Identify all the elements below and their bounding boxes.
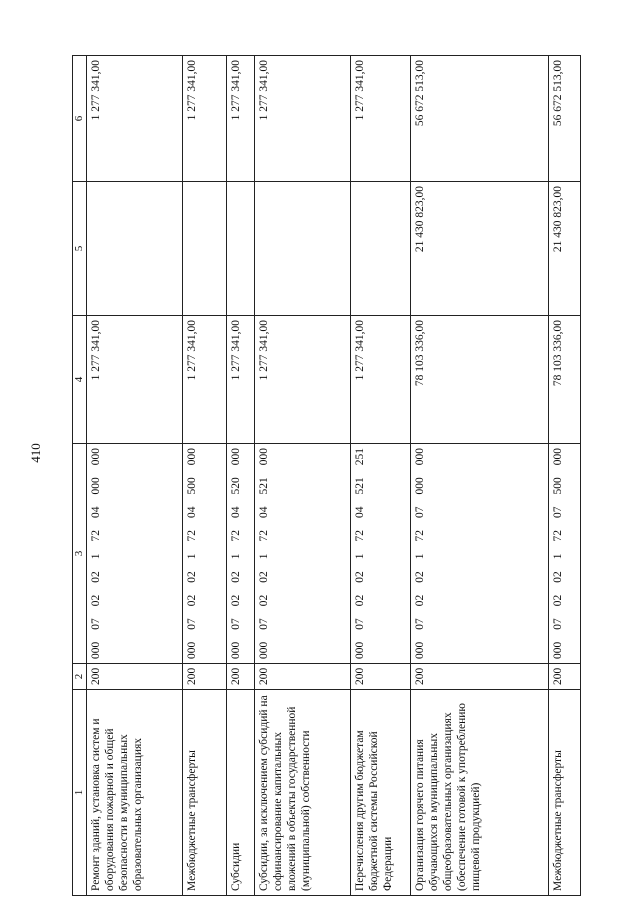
column-header-2: 2 [73, 664, 87, 690]
code-segment: 72 [354, 530, 366, 542]
classification-code-cell [351, 444, 411, 664]
code-segment: 02 [230, 594, 242, 607]
table-body [87, 56, 581, 896]
code-segment: 000 [230, 641, 242, 659]
amount-col6-cell: 1 277 341,00 [227, 56, 255, 182]
admin-code-cell: 200 [255, 664, 351, 690]
code-segment: 07 [552, 618, 564, 630]
amount-col5-cell [255, 182, 351, 316]
code-segment: 07 [414, 618, 426, 630]
code-segment: 000 [354, 641, 366, 659]
admin-code-cell: 200 [549, 664, 581, 690]
code-segment: 72 [230, 530, 242, 542]
code-segment: 72 [552, 530, 564, 542]
classification-code [353, 448, 367, 659]
code-segment: 07 [90, 618, 102, 630]
row-name-cell: Межбюджетные трансферты [183, 690, 227, 896]
code-segment: 07 [414, 506, 426, 518]
code-segment: 04 [354, 506, 366, 518]
table-row [549, 56, 581, 896]
code-segment: 02 [552, 594, 564, 607]
code-segment: 1 [230, 553, 242, 560]
amount-col5-cell: 21 430 823,00 [549, 182, 581, 316]
column-header-1: 1 [73, 690, 87, 896]
amount-col6-cell: 1 277 341,00 [87, 56, 183, 182]
amount-col4-cell: 1 277 341,00 [183, 316, 227, 444]
code-segment: 72 [186, 530, 198, 542]
budget-table-container [72, 56, 580, 896]
code-segment: 04 [230, 506, 242, 518]
code-segment: 1 [414, 553, 426, 560]
code-segment: 04 [90, 506, 102, 518]
amount-col5-cell [351, 182, 411, 316]
code-segment: 000 [90, 641, 102, 659]
amount-col5-cell [87, 182, 183, 316]
row-name-cell: Межбюджетные трансферты [549, 690, 581, 896]
row-name-cell: Ремонт зданий, установка систем и оборудования пожарной и общей безопасности в муниципальных образовательных организациях [87, 690, 183, 896]
code-segment: 72 [414, 530, 426, 542]
classification-code [257, 448, 271, 659]
code-segment: 1 [186, 553, 198, 560]
code-segment: 02 [90, 594, 102, 607]
classification-code [229, 448, 243, 659]
code-segment: 251 [354, 448, 366, 466]
code-segment: 07 [354, 618, 366, 630]
admin-code-cell: 200 [87, 664, 183, 690]
amount-col4-cell: 78 103 336,00 [411, 316, 549, 444]
row-name-cell: Перечисления другим бюджетам бюджетной системы Российской Федерации [351, 690, 411, 896]
amount-col5-cell [183, 182, 227, 316]
code-segment: 000 [230, 448, 242, 466]
code-segment: 07 [258, 618, 270, 630]
code-segment: 72 [258, 530, 270, 542]
column-header-4: 4 [73, 316, 87, 444]
amount-col5-cell [227, 182, 255, 316]
classification-code-cell [183, 444, 227, 664]
code-segment: 02 [186, 571, 198, 583]
code-segment: 000 [186, 641, 198, 659]
admin-code-cell: 200 [351, 664, 411, 690]
row-name-cell: Субсидии, за исключением субсидий на софинансирование капитальных вложений в объекты государственной (муниципальной) собственности [255, 690, 351, 896]
amount-col6-cell: 1 277 341,00 [351, 56, 411, 182]
column-header-3: 3 [73, 444, 87, 664]
code-segment: 07 [230, 618, 242, 630]
code-segment: 02 [354, 594, 366, 607]
code-segment: 000 [552, 641, 564, 659]
amount-col4-cell: 1 277 341,00 [87, 316, 183, 444]
code-segment: 000 [258, 448, 270, 466]
code-segment: 000 [552, 448, 564, 466]
admin-code-cell: 200 [227, 664, 255, 690]
amount-col6-cell: 1 277 341,00 [255, 56, 351, 182]
classification-code [89, 448, 103, 659]
budget-table [72, 55, 581, 896]
amount-col4-cell: 78 103 336,00 [549, 316, 581, 444]
classification-code [413, 448, 427, 659]
amount-col6-cell: 1 277 341,00 [183, 56, 227, 182]
code-segment: 02 [90, 571, 102, 583]
classification-code-cell [411, 444, 549, 664]
code-segment: 000 [414, 641, 426, 659]
code-segment: 000 [258, 641, 270, 659]
code-segment: 521 [354, 477, 366, 495]
code-segment: 1 [552, 553, 564, 560]
row-name-cell: Организация горячего питания обучающихся в муниципальных общеобразовательных организациях (обеспечение готовой к употреблению пищевой продукцией) [411, 690, 549, 896]
code-segment: 000 [414, 448, 426, 466]
table-row [255, 56, 351, 896]
code-segment: 520 [230, 477, 242, 495]
classification-code-cell [549, 444, 581, 664]
code-segment: 72 [90, 530, 102, 542]
code-segment: 04 [258, 506, 270, 518]
code-segment: 000 [186, 448, 198, 466]
code-segment: 521 [258, 477, 270, 495]
column-header-6: 6 [73, 56, 87, 182]
code-segment: 02 [258, 571, 270, 583]
amount-col4-cell: 1 277 341,00 [351, 316, 411, 444]
amount-col6-cell: 56 672 513,00 [549, 56, 581, 182]
code-segment: 07 [186, 618, 198, 630]
code-segment: 000 [90, 448, 102, 466]
table-row [227, 56, 255, 896]
code-segment: 02 [186, 594, 198, 607]
table-row [87, 56, 183, 896]
amount-col4-cell: 1 277 341,00 [227, 316, 255, 444]
page-number: 410 [28, 443, 43, 463]
code-segment: 04 [186, 506, 198, 518]
admin-code-cell: 200 [411, 664, 549, 690]
code-segment: 500 [552, 477, 564, 495]
code-segment: 02 [230, 571, 242, 583]
classification-code-cell [87, 444, 183, 664]
classification-code-cell [255, 444, 351, 664]
code-segment: 07 [552, 506, 564, 518]
table-row [351, 56, 411, 896]
column-header-5: 5 [73, 182, 87, 316]
code-segment: 000 [414, 477, 426, 495]
code-segment: 02 [552, 571, 564, 583]
code-segment: 500 [186, 477, 198, 495]
column-number-row [73, 56, 87, 896]
amount-col4-cell: 1 277 341,00 [255, 316, 351, 444]
table-row [183, 56, 227, 896]
code-segment: 1 [354, 553, 366, 560]
code-segment: 02 [414, 594, 426, 607]
classification-code [185, 448, 199, 659]
amount-col6-cell: 56 672 513,00 [411, 56, 549, 182]
amount-col5-cell: 21 430 823,00 [411, 182, 549, 316]
code-segment: 000 [90, 477, 102, 495]
code-segment: 02 [258, 594, 270, 607]
code-segment: 02 [354, 571, 366, 583]
code-segment: 02 [414, 571, 426, 583]
table-row [411, 56, 549, 896]
admin-code-cell: 200 [183, 664, 227, 690]
code-segment: 1 [258, 553, 270, 560]
row-name-cell: Субсидии [227, 690, 255, 896]
classification-code-cell [227, 444, 255, 664]
code-segment: 1 [90, 553, 102, 560]
classification-code [551, 448, 565, 659]
